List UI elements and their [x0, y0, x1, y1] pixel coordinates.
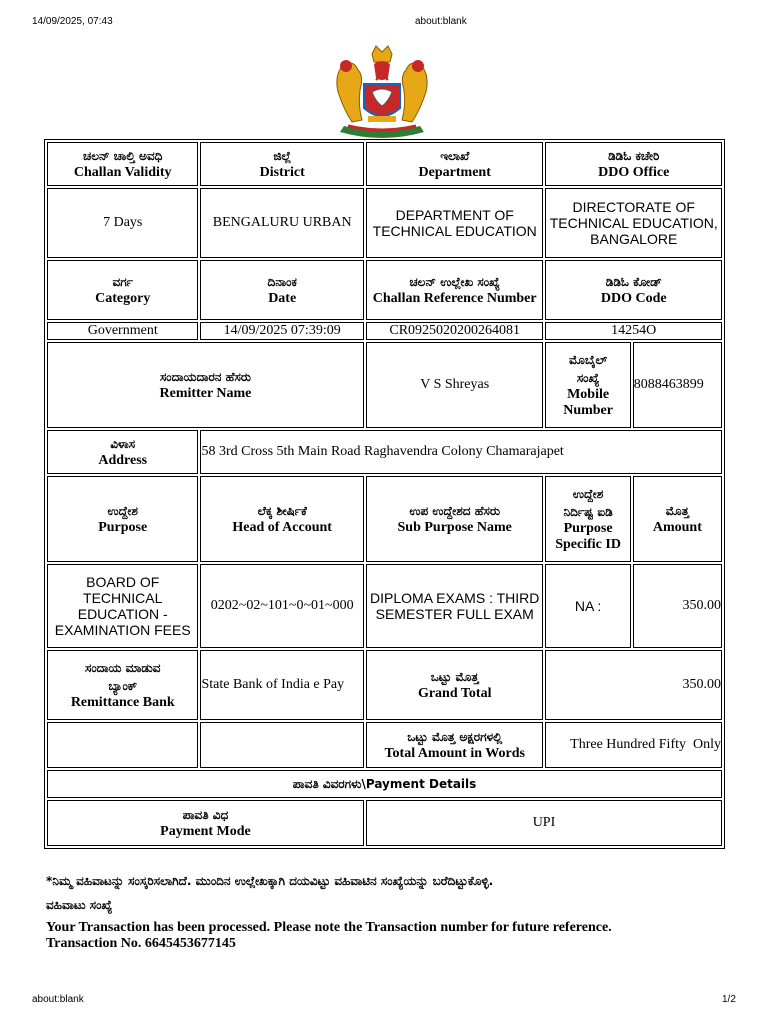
remitter-name-value: V S Shreyas: [366, 342, 544, 428]
challan-reference-header: [366, 260, 544, 320]
amount-label: Amount: [652, 520, 702, 535]
purpose-specific-id-label: Purpose Specific ID: [555, 521, 621, 552]
ddo-office-header: [545, 142, 722, 186]
sub-purpose-header: [366, 476, 544, 562]
amount-header: [633, 476, 722, 562]
mobile-number-value: 8088463899: [633, 342, 722, 428]
print-page-title: about:blank: [415, 16, 467, 27]
mobile-number-label: Mobile Number: [563, 387, 613, 418]
mobile-number-label-kn-2: ಸಂಖ್ಯೆ: [576, 371, 600, 385]
district-label-kn: ಜಿಲ್ಲೆ: [273, 149, 292, 163]
ddo-office-label-kn: ಡಿಡಿಓ ಕಚೇರಿ: [608, 149, 660, 163]
address-label-kn: ವಿಳಾಸ: [110, 437, 136, 451]
head-of-account-value: 0202~02~101~0~01~000: [200, 564, 363, 648]
department-label: Department: [418, 165, 491, 180]
category-label: Category: [95, 291, 151, 306]
purpose-value: BOARD OF TECHNICAL EDUCATION - EXAMINATION FEES: [47, 564, 198, 648]
challan-validity-value: 7 Days: [47, 188, 198, 258]
grand-total-header: [366, 650, 544, 720]
empty-cell: [47, 722, 198, 768]
purpose-header: [47, 476, 198, 562]
ddo-code-label-kn: ಡಿಡಿಓ ಕೋಡ್: [605, 275, 662, 289]
ddo-code-value: 14254O: [545, 322, 722, 340]
payment-details-heading: [47, 770, 722, 798]
ddo-office-label: DDO Office: [598, 165, 670, 180]
transaction-note-kn: *ನಿಮ್ಮ ವಹಿವಾಟನ್ನು ಸಂಸ್ಕರಿಸಲಾಗಿದೆ. ಮುಂದಿನ ಉಲ್ಲೇಖಕ್ಕಾಗಿ ದಯವಿಟ್ಟು ವಹಿವಾಟಿನ ಸಂಖ್ಯೆಯನ್ನು ಬರೆದಿಟ್ಟುಕೊಳ್ಳಿ.: [46, 874, 494, 888]
payment-details-label: ಪಾವತಿ ವಿವರಗಳು\Payment Details: [292, 777, 477, 791]
payment-mode-label: Payment Mode: [160, 824, 251, 839]
total-in-words-label: Total Amount in Words: [384, 746, 525, 761]
amount-value: 350.00: [633, 564, 722, 648]
purpose-label-kn: ಉದ್ದೇಶ: [107, 504, 138, 518]
department-header: [366, 142, 544, 186]
remitter-name-header: [47, 342, 364, 428]
address-label: Address: [98, 453, 148, 468]
purpose-specific-id-header: [545, 476, 630, 562]
date-label-kn: ದಿನಾಂಕ: [267, 275, 297, 289]
address-header: [47, 430, 198, 474]
total-in-words-header: [366, 722, 544, 768]
remitter-name-label-kn: ಸಂದಾಯದಾರನ ಹೆಸರು: [159, 370, 251, 384]
transaction-number-label-kn: ವಹಿವಾಟು ಸಂಖ್ಯೆ: [46, 898, 113, 912]
address-value: 58 3rd Cross 5th Main Road Raghavendra Colony Chamarajapet: [200, 430, 722, 474]
district-header: [200, 142, 363, 186]
head-of-account-label-kn: ಲೆಕ್ಕ ಶೀರ್ಷಿಕೆ: [257, 504, 307, 518]
date-header: [200, 260, 363, 320]
empty-cell: [200, 722, 363, 768]
ddo-office-value: DIRECTORATE OF TECHNICAL EDUCATION, BANGALORE: [545, 188, 722, 258]
challan-validity-label-kn: ಚಲನ್ ಚಾಲ್ತಿ ಅವಧಿ: [83, 149, 163, 163]
sub-purpose-value: DIPLOMA EXAMS : THIRD SEMESTER FULL EXAM: [366, 564, 544, 648]
head-of-account-label: Head of Account: [232, 520, 332, 535]
total-in-words-value: Three Hundred Fifty Only: [545, 722, 722, 768]
challan-validity-header: [47, 142, 198, 186]
transaction-note: Your Transaction has been processed. Please note the Transaction number for future reference.: [46, 920, 612, 935]
date-value: 14/09/2025 07:39:09: [200, 322, 363, 340]
district-value: BENGALURU URBAN: [200, 188, 363, 258]
print-page-number: 1/2: [722, 994, 736, 1005]
purpose-specific-id-label-kn: ಉದ್ದೇಶ: [572, 487, 604, 501]
purpose-label: Purpose: [98, 520, 148, 535]
payment-mode-value: UPI: [366, 800, 722, 846]
transaction-notes: [46, 872, 726, 952]
sub-purpose-label: Sub Purpose Name: [397, 520, 512, 535]
remittance-bank-label-kn: ಸಂದಾಯ ಮಾಡುವ: [84, 661, 161, 675]
remittance-bank-header: [47, 650, 198, 720]
category-value: Government: [47, 322, 198, 340]
challan-reference-label: Challan Reference Number: [372, 291, 537, 306]
remittance-bank-label: Remittance Bank: [70, 695, 175, 710]
date-label: Date: [268, 291, 297, 306]
grand-total-label-kn: ಒಟ್ಟು ಮೊತ್ತ: [430, 670, 479, 684]
print-datetime: 14/09/2025, 07:43: [32, 16, 113, 27]
mobile-number-label-kn: ಮೊಬೈಲ್: [568, 353, 608, 367]
ddo-code-label: DDO Code: [600, 291, 667, 306]
category-header: [47, 260, 198, 320]
mobile-number-header: [545, 342, 630, 428]
total-in-words-label-kn: ಒಟ್ಟು ಮೊತ್ತ ಅಕ್ಷರಗಳಲ್ಲಿ: [407, 730, 503, 744]
department-value: DEPARTMENT OF TECHNICAL EDUCATION: [366, 188, 544, 258]
grand-total-label: Grand Total: [417, 686, 492, 701]
payment-mode-header: [47, 800, 364, 846]
challan-table: [44, 139, 725, 849]
karnataka-state-emblem-icon: [330, 40, 434, 138]
grand-total-value: 350.00: [545, 650, 722, 720]
print-footer-url: about:blank: [32, 994, 84, 1005]
payment-mode-label-kn: ಪಾವತಿ ವಿಧ: [182, 808, 229, 822]
remittance-bank-label-kn-2: ಬ್ಯಾಂಕ್: [108, 679, 138, 693]
amount-label-kn: ಮೊತ್ತ: [665, 504, 689, 518]
remittance-bank-value: State Bank of India e Pay: [200, 650, 363, 720]
challan-reference-label-kn: ಚಲನ್ ಉಲ್ಲೇಖ ಸಂಖ್ಯೆ: [409, 275, 500, 289]
challan-reference-value: CR0925020200264081: [366, 322, 544, 340]
purpose-specific-id-label-kn-2: ನಿರ್ದಿಷ್ಟ ಐಡಿ: [563, 505, 613, 519]
head-of-account-header: [200, 476, 363, 562]
district-label: District: [259, 165, 305, 180]
transaction-number: Transaction No. 6645453677145: [46, 936, 236, 951]
sub-purpose-label-kn: ಉಪ ಉದ್ದೇಶದ ಹೆಸರು: [409, 504, 501, 518]
category-label-kn: ವರ್ಗ: [112, 275, 133, 289]
remitter-name-label: Remitter Name: [159, 386, 252, 401]
challan-validity-label: Challan Validity: [73, 165, 172, 180]
purpose-specific-id-value: NA :: [545, 564, 630, 648]
department-label-kn: ಇಲಾಖೆ: [440, 149, 470, 163]
ddo-code-header: [545, 260, 722, 320]
